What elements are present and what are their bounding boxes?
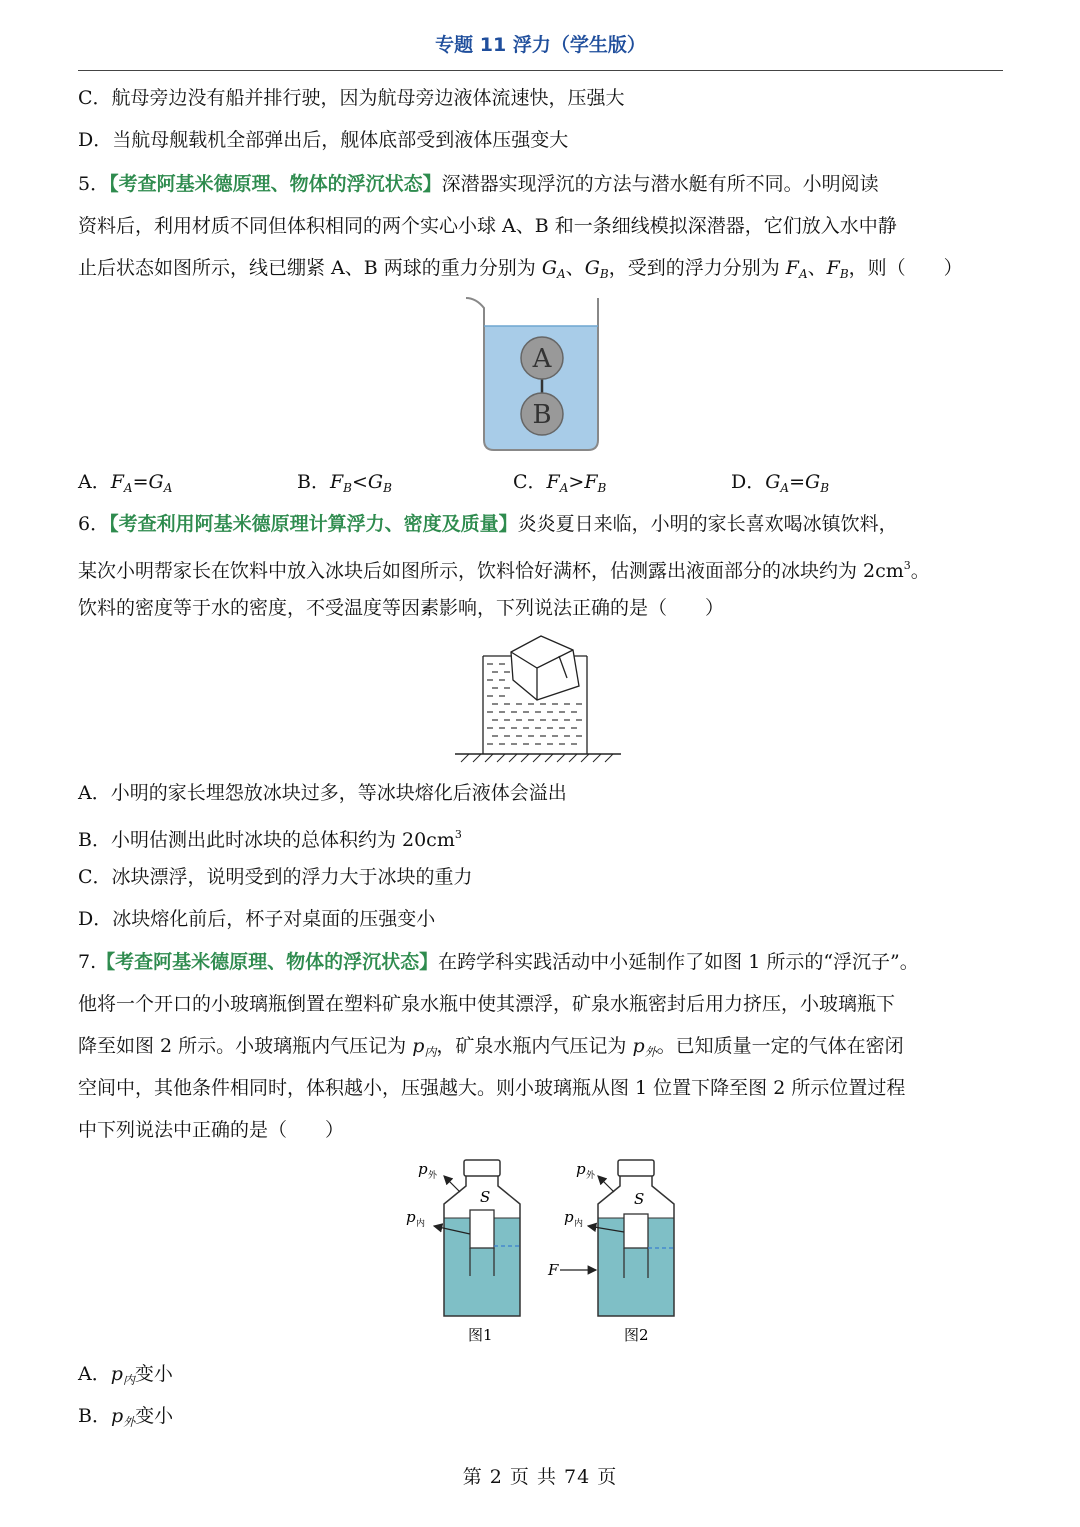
q7-line-4: 空间中，其他条件相同时，体积越小，压强越大。则小玻璃瓶从图 1 位置下降至图 2 所示位置过程 (78, 1077, 906, 1099)
q7-line-2: 他将一个开口的小玻璃瓶倒置在塑料矿泉水瓶中使其漂浮，矿泉水瓶密封后用力挤压，小玻璃瓶下 (78, 993, 896, 1015)
svg-text:外: 外 (428, 1171, 438, 1181)
q5-number: 5． (78, 173, 110, 195)
ice-cube (511, 636, 579, 700)
q5-option-c: C．$F_A>F_B$ (513, 471, 607, 495)
q7-topic-tag: 【考查阿基米德原理、物体的浮沉状态】 (96, 951, 439, 973)
q5-text-1: 深潜器实现浮沉的方法与潜水艇有所不同。小明阅读 (441, 173, 879, 195)
q6-option-c: C．冰块漂浮，说明受到的浮力大于冰块的重力 (78, 866, 473, 888)
figure-2-caption: 图2 (624, 1326, 649, 1344)
q7-option-a: A．$p_内$变小 (78, 1363, 173, 1387)
svg-text:S: S (480, 1188, 491, 1206)
q6-topic-tag: 【考查利用阿基米德原理计算浮力、密度及质量】 (109, 513, 518, 535)
figure-2 (547, 1160, 674, 1344)
q7-line-5: 中下列说法中正确的是（ ） (78, 1119, 345, 1141)
q5-option-a: A．$F_A=G_A$ (78, 471, 173, 495)
q5-line-1 (78, 172, 879, 196)
svg-text:p: p (418, 1160, 428, 1178)
svg-text:p: p (564, 1208, 574, 1226)
q5-line-3: 止后状态如图所示，线已绷紧 A、B 两球的重力分别为 $G_A$、$G_B$，受到的浮力分别为 $F_A$、$F_B$，则（ ） (78, 257, 963, 281)
q6-option-d: D．冰块熔化前后，杯子对桌面的压强变小 (78, 908, 436, 930)
q5-option-d: D．$G_A=G_B$ (731, 471, 830, 495)
q6-line-1: 6．【考查利用阿基米德原理计算浮力、密度及质量】炎炎夏日来临，小明的家长喜欢喝冰镇饮料， (78, 513, 898, 535)
q4-option-d: D．当航母舰载机全部弹出后，舰体底部受到液体压强变大 (78, 129, 569, 151)
svg-text:S: S (634, 1190, 645, 1208)
q7-cartesian-diver-figures (400, 1152, 690, 1352)
svg-text:内: 内 (574, 1219, 584, 1229)
q5-beaker-figure (462, 294, 622, 456)
q5-line-2: 资料后，利用材质不同但体积相同的两个实心小球 A、B 和一条细线模拟深潜器，它们放入水中静 (78, 215, 897, 237)
figure-1-caption: 图1 (468, 1326, 493, 1344)
q5-topic-tag: 【考查阿基米德原理、物体的浮沉状态】 (109, 173, 442, 195)
page-header-title: 专题 11 浮力（学生版） (435, 34, 646, 56)
svg-text:p: p (576, 1160, 586, 1178)
q7-line-3: 降至如图 2 所示。小玻璃瓶内气压记为 $p_内$，矿泉水瓶内气压记为 $p_外$。已知质量一定的气体在密闭 (78, 1035, 904, 1059)
svg-text:内: 内 (416, 1219, 426, 1229)
q6-line-3: 饮料的密度等于水的密度，不受温度等因素影响，下列说法正确的是（ ） (78, 597, 725, 619)
q6-option-a: A．小明的家长埋怨放冰块过多，等冰块熔化后液体会溢出 (78, 782, 567, 804)
page-footer: 第 2 页 共 74 页 (462, 1466, 618, 1488)
q7-line-1: 7.【考查阿基米德原理、物体的浮沉状态】在跨学科实践活动中小延制作了如图 1 所示的“浮沉子”。 (78, 951, 919, 973)
q6-option-b: B．小明估测出此时冰块的总体积约为 $20cm^3$ (78, 828, 462, 851)
q7-option-b: B．$p_外$变小 (78, 1405, 174, 1429)
q6-ice-cup-figure (455, 632, 625, 764)
header-divider (78, 70, 1003, 71)
q5-option-b: B．$F_B<G_B$ (297, 471, 392, 495)
ball-a-label: A (532, 344, 552, 374)
ball-b-label: B (532, 400, 552, 430)
q7-number: 7. (78, 951, 97, 973)
figure-1 (406, 1160, 520, 1344)
svg-text:p: p (406, 1208, 416, 1226)
q6-number: 6． (78, 513, 110, 535)
q6-line-2: 某次小明帮家长在饮料中放入冰块后如图所示，饮料恰好满杯，估测露出液面部分的冰块约为 $2cm^3$。 (78, 559, 930, 582)
svg-text:F: F (548, 1261, 559, 1279)
q4-option-c: C．航母旁边没有船并排行驶，因为航母旁边液体流速快，压强大 (78, 87, 625, 109)
svg-text:外: 外 (586, 1171, 596, 1181)
